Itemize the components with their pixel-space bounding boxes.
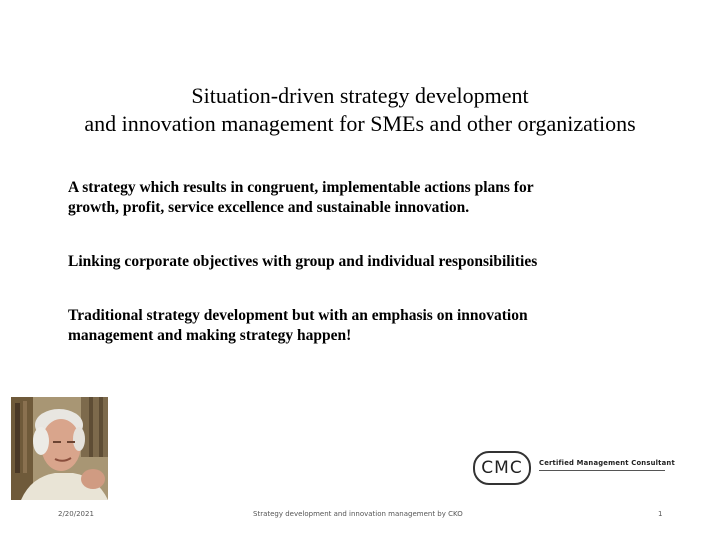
presenter-photo <box>11 397 108 500</box>
presenter-portrait-icon <box>11 397 108 500</box>
bullet-line: A strategy which results in congruent, implementable actions plans for <box>68 179 534 196</box>
slide-title-line-2: and innovation management for SMEs and other organizations <box>84 111 636 136</box>
cmc-logo-tagline: Certified Management Consultant <box>539 459 675 467</box>
bullet-line: growth, profit, service excellence and sustainable innovation. <box>68 199 470 216</box>
cmc-logo-underline <box>539 470 665 471</box>
bullet-item <box>68 178 668 218</box>
slide-title-line-1: Situation-driven strategy development <box>191 83 529 108</box>
footer-page-number: 1 <box>658 510 663 518</box>
bullet-line: management and making strategy happen! <box>68 327 352 344</box>
bullet-item <box>68 306 668 346</box>
bullet-line: Traditional strategy development but with an emphasis on innovation <box>68 307 528 324</box>
footer-date: 2/20/2021 <box>58 510 94 518</box>
cmc-logo-mark: CMC <box>473 451 531 485</box>
slide-title <box>0 82 720 138</box>
cmc-logo <box>473 451 673 487</box>
footer-title: Strategy development and innovation management by CKO <box>253 510 463 518</box>
bullet-item <box>68 252 668 272</box>
bullet-line: Linking corporate objectives with group and individual responsibilities <box>68 253 538 270</box>
